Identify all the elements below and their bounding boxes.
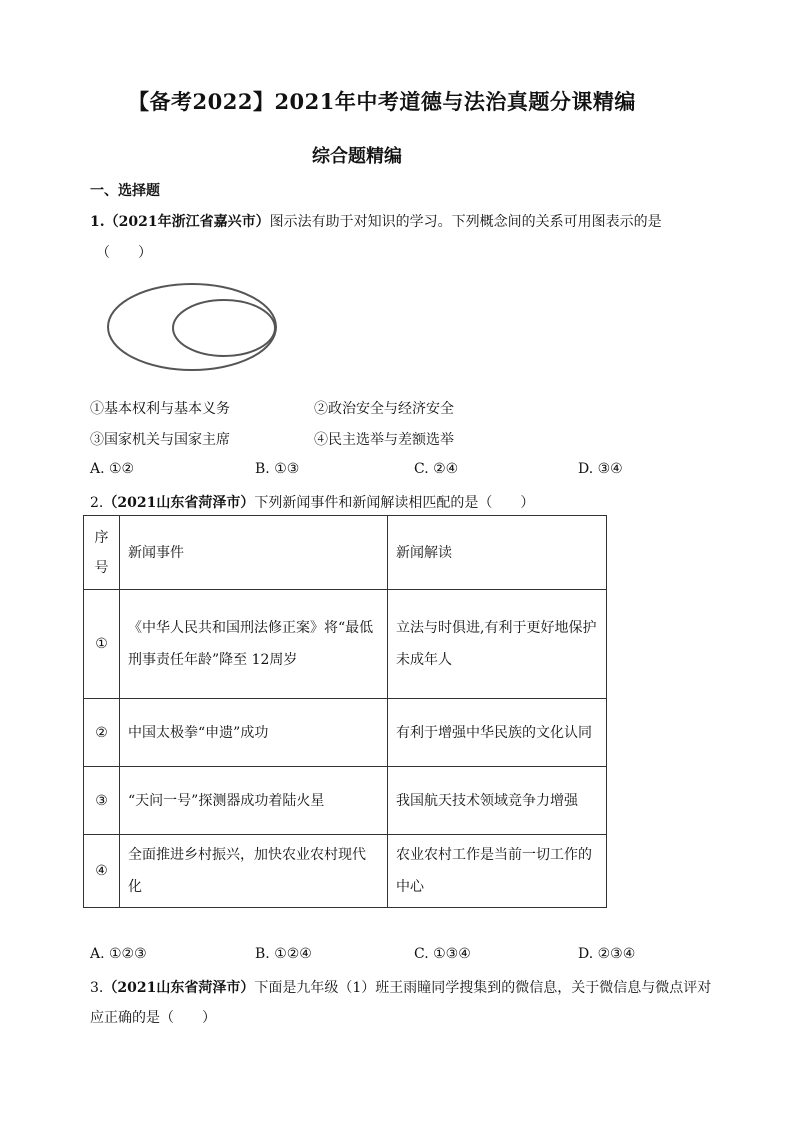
row-event: 全面推进乡村振兴，加快农业农村现代化: [120, 835, 388, 908]
row-interpretation: 有利于增强中华民族的文化认同: [388, 699, 607, 767]
row-interpretation: 立法与时俱进,有利于更好地保护未成年人: [388, 590, 607, 699]
q1-option-c: C. ②④: [414, 461, 459, 477]
q2-option-a: A. ①②③: [90, 946, 147, 962]
question-2-number: 2.: [90, 495, 104, 511]
question-2-source: （2021山东省菏泽市）: [103, 495, 255, 511]
row-event: 中国太极拳“申遗”成功: [120, 699, 388, 767]
question-1: [90, 211, 662, 231]
header-event: 新闻事件: [120, 516, 388, 590]
row-interpretation: 农业农村工作是当前一切工作的中心: [388, 835, 607, 908]
inner-ellipse: [173, 300, 275, 356]
table-row: [84, 590, 607, 699]
table-row: [84, 835, 607, 908]
question-1-source: （2021年浙江省嘉兴市）: [104, 214, 270, 230]
nested-ellipse-diagram: [100, 282, 285, 382]
page-title: 【备考2022】2021年中考道德与法治真题分课精编: [128, 89, 636, 114]
header-interpretation: 新闻解读: [388, 516, 607, 590]
header-no: 序号: [84, 516, 120, 590]
q1-option-b: B. ①③: [255, 461, 300, 477]
row-no: ④: [84, 835, 120, 908]
statement-4: ④民主选举与差额选举: [314, 432, 454, 448]
news-table: [83, 515, 607, 908]
question-3-text: 下面是九年级（1）班王雨瞳同学搜集到的微信息，关于微信息与微点评对: [254, 980, 712, 996]
question-3: [90, 977, 711, 997]
q1-option-a: A. ①②: [90, 461, 135, 477]
table-header-row: [84, 516, 607, 590]
q1-option-d: D. ③④: [578, 461, 623, 477]
outer-ellipse: [108, 284, 276, 370]
question-1-number: 1.: [90, 214, 105, 230]
table-row: [84, 767, 607, 835]
question-1-answer-blank: （ ）: [96, 245, 152, 261]
row-no: ②: [84, 699, 120, 767]
page-subtitle: 综合题精编: [312, 146, 402, 167]
q2-option-d: D. ②③④: [578, 946, 636, 962]
question-3-text-continued: 应正确的是（ ）: [90, 1010, 216, 1026]
row-event: “天问一号”探测器成功着陆火星: [120, 767, 388, 835]
statement-3: ③国家机关与国家主席: [90, 432, 230, 448]
table-row: [84, 699, 607, 767]
row-no: ③: [84, 767, 120, 835]
q2-option-b: B. ①②④: [255, 946, 312, 962]
question-1-text: 图示法有助于对知识的学习。下列概念间的关系可用图表示的是: [269, 214, 662, 230]
row-event: 《中华人民共和国刑法修正案》将“最低刑事责任年龄”降至 12周岁: [120, 590, 388, 699]
statement-2: ②政治安全与经济安全: [314, 401, 454, 417]
question-2-text: 下列新闻事件和新闻解读相匹配的是（ ）: [254, 495, 535, 511]
row-interpretation: 我国航天技术领域竞争力增强: [388, 767, 607, 835]
question-3-source: （2021山东省菏泽市）: [103, 980, 255, 996]
question-2: [90, 492, 534, 512]
row-no: ①: [84, 590, 120, 699]
section-heading: 一、选择题: [90, 183, 160, 199]
question-3-number: 3.: [90, 980, 104, 996]
q2-option-c: C. ①③④: [414, 946, 471, 962]
statement-1: ①基本权利与基本义务: [90, 401, 230, 417]
